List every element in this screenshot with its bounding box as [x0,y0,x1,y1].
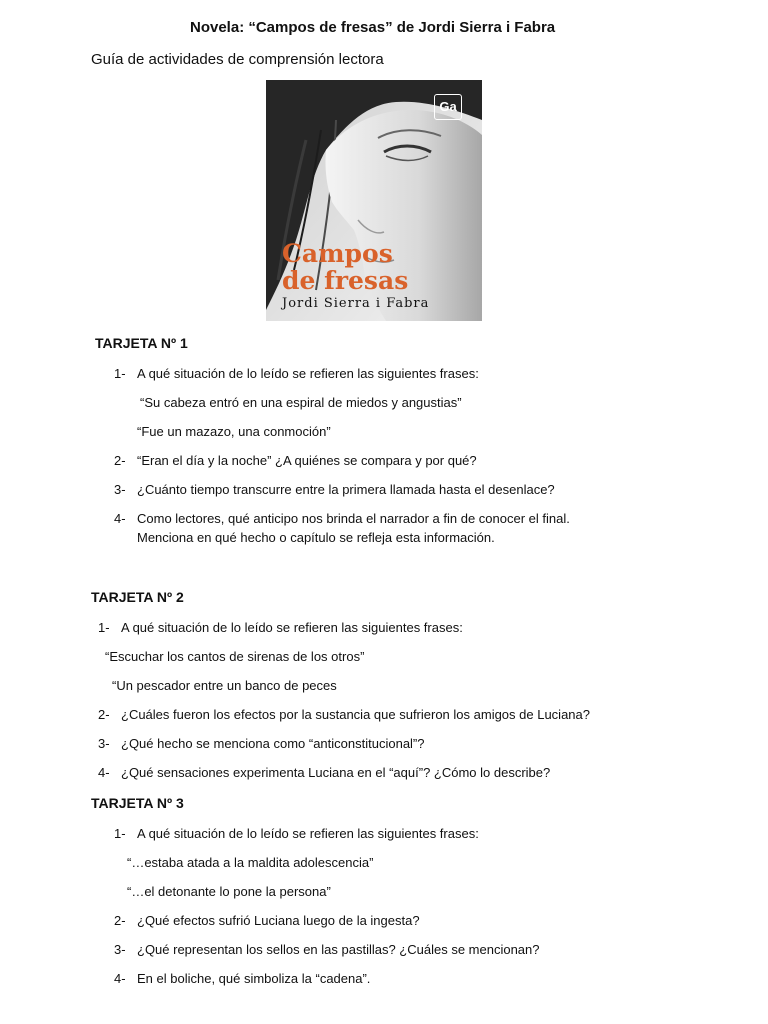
page-subtitle: Guía de actividades de comprensión lectora [91,51,384,68]
card-2-q2-number: 2- [98,707,110,722]
card-2-q4-number: 4- [98,765,110,780]
card-1-quote-2: “Fue un mazazo, una conmoción” [137,424,331,439]
card-2-q4: ¿Qué sensaciones experimenta Luciana en el “aquí”? ¿Cómo lo describe? [121,765,551,780]
card-1-q4-number: 4- [114,511,126,526]
card-3-q1-number: 1- [114,826,126,841]
card-1-q3-number: 3- [114,482,126,497]
card-1-q3: ¿Cuánto tiempo transcurre entre la primera llamada hasta el desenlace? [137,482,555,497]
book-cover-image [266,80,482,321]
card-3-q1: A qué situación de lo leído se refieren las siguientes frases: [137,826,479,841]
card-1-q2-number: 2- [114,453,126,468]
card-2-q2: ¿Cuáles fueron los efectos por la sustancia que sufrieron los amigos de Luciana? [121,707,590,722]
card-1-q1-number: 1- [114,366,126,381]
card-3-quote-1: “…estaba atada a la maldita adolescencia” [127,855,374,870]
card-2-q1: A qué situación de lo leído se refieren las siguientes frases: [121,620,463,635]
card-2-quote-2: “Un pescador entre un banco de peces [112,678,337,693]
card-2-q3-number: 3- [98,736,110,751]
card-3-q4: En el boliche, qué simboliza la “cadena”. [137,971,371,986]
cover-author: Jordi Sierra i Fabra [282,296,430,311]
card-2-quote-1: “Escuchar los cantos de sirenas de los otros” [105,649,365,664]
card-1-title: TARJETA Nº 1 [95,335,188,351]
card-3-quote-2: “…el detonante lo pone la persona” [127,884,331,899]
card-3-q3-number: 3- [114,942,126,957]
card-2-q1-number: 1- [98,620,110,635]
card-1-q4-line-2: Menciona en qué hecho o capítulo se refleja esta información. [137,530,495,545]
card-2-q3: ¿Qué hecho se menciona como “anticonstitucional”? [121,736,425,751]
card-1-q1: A qué situación de lo leído se refieren las siguientes frases: [137,366,479,381]
card-3-q3: ¿Qué representan los sellos en las pastillas? ¿Cuáles se mencionan? [137,942,540,957]
card-3-title: TARJETA Nº 3 [91,795,184,811]
card-3-q4-number: 4- [114,971,126,986]
publisher-logo: Ga [434,94,462,120]
card-1-quote-1: “Su cabeza entró en una espiral de miedos y angustias” [140,395,462,410]
cover-title-line1: Campos [282,239,393,268]
card-2-title: TARJETA Nº 2 [91,589,184,605]
card-3-q2-number: 2- [114,913,126,928]
card-1-q2: “Eran el día y la noche” ¿A quiénes se compara y por qué? [137,453,477,468]
cover-title-line2: de fresas [282,266,409,295]
page-title: Novela: “Campos de fresas” de Jordi Sierra i Fabra [190,19,556,36]
card-1-q4-line-1: Como lectores, qué anticipo nos brinda el narrador a fin de conocer el final. [137,511,570,526]
card-3-q2: ¿Qué efectos sufrió Luciana luego de la ingesta? [137,913,420,928]
